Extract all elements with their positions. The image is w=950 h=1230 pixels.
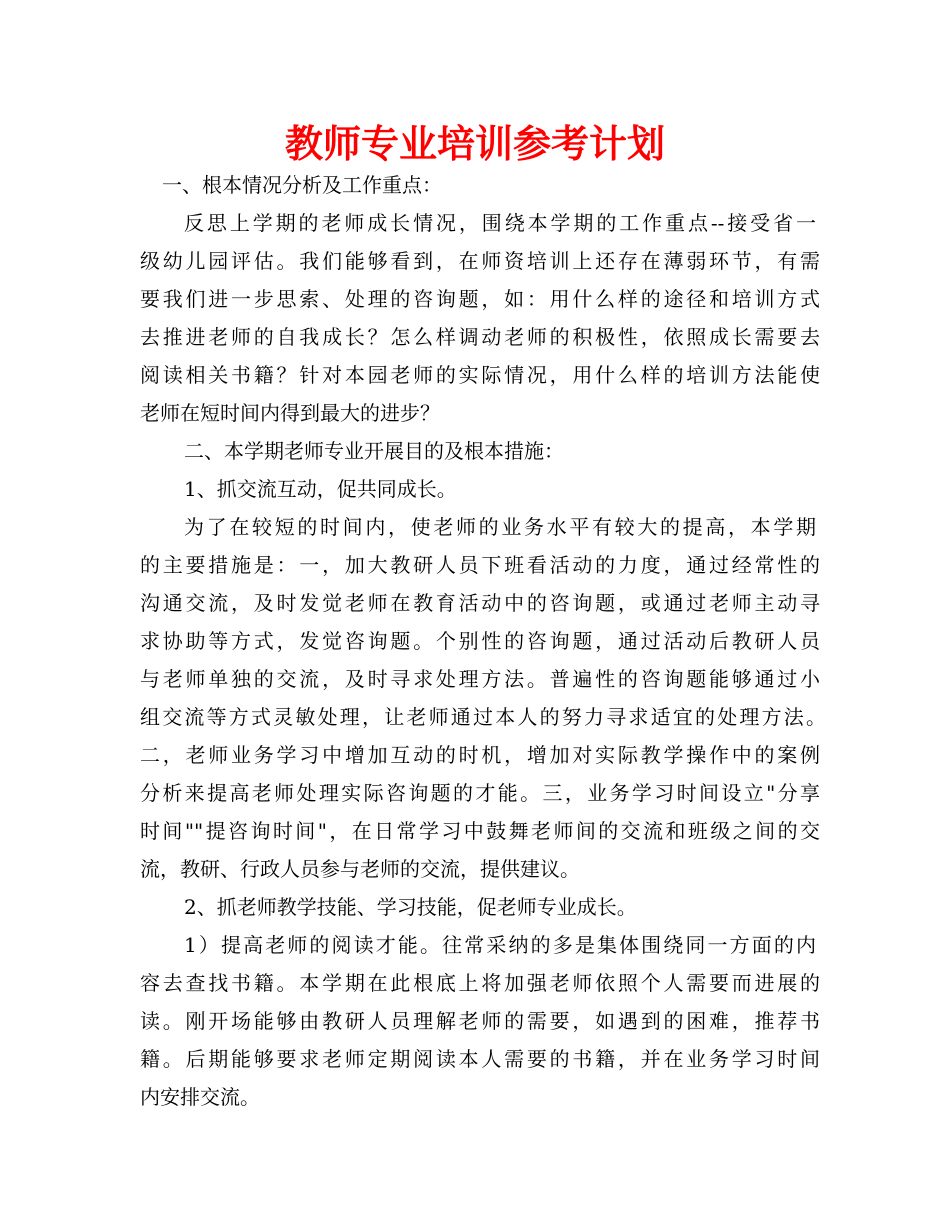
section-heading-2: 二、本学期老师专业开展目的及根本措施：: [184, 439, 564, 463]
paragraph-line: 反思上学期的老师成长情况，围绕本学期的工作重点--接受省一: [184, 211, 816, 235]
paragraph-line: 分析来提高老师处理实际咨询题的才能。三，业务学习时间设立"分享: [140, 781, 820, 805]
paragraph-line: 阅读相关书籍？针对本园老师的实际情况，用什么样的培训方法能使: [140, 363, 820, 387]
paragraph-line: 为了在较短的时间内，使老师的业务水平有较大的提高，本学期: [184, 515, 816, 539]
paragraph-line: 内安排交流。: [140, 1085, 260, 1109]
subsection-heading-1: 1、抓交流互动，促共同成长。: [184, 477, 457, 501]
paragraph-line: 沟通交流，及时发觉老师在教育活动中的咨询题，或通过老师主动寻: [140, 591, 820, 615]
paragraph-line: 籍。后期能够要求老师定期阅读本人需要的书籍，并在业务学习时间: [140, 1047, 820, 1071]
document-title: 教师专业培训参考计划: [284, 122, 665, 166]
paragraph-line: 1）提高老师的阅读才能。往常采纳的多是集体围绕同一方面的内: [184, 933, 816, 957]
paragraph-line: 要我们进一步思索、处理的咨询题，如：用什么样的途径和培训方式: [140, 287, 820, 311]
paragraph-line: 老师在短时间内得到最大的进步？: [140, 401, 440, 425]
paragraph-line: 的主要措施是：一，加大教研人员下班看活动的力度，通过经常性的: [140, 553, 820, 577]
paragraph-line: 时间""提咨询时间"，在日常学习中鼓舞老师间的交流和班级之间的交: [140, 819, 820, 843]
paragraph-line: 与老师单独的交流，及时寻求处理方法。普遍性的咨询题能够通过小: [140, 667, 820, 691]
paragraph-line: 组交流等方式灵敏处理，让老师通过本人的努力寻求适宜的处理方法。: [140, 705, 826, 729]
paragraph-line: 容去查找书籍。本学期在此根底上将加强老师依照个人需要而进展的: [140, 971, 820, 995]
paragraph-line: 去推进老师的自我成长？怎么样调动老师的积极性，依照成长需要去: [140, 325, 820, 349]
paragraph-line: 求协助等方式，发觉咨询题。个别性的咨询题，通过活动后教研人员: [140, 629, 820, 653]
subsection-heading-2: 2、抓老师教学技能、学习技能，促老师专业成长。: [184, 895, 637, 919]
paragraph-line: 流，教研、行政人员参与老师的交流，提供建议。: [140, 857, 580, 881]
paragraph-line: 二，老师业务学习中增加互动的时机，增加对实际教学操作中的案例: [140, 743, 820, 767]
paragraph-line: 读。刚开场能够由教研人员理解老师的需要，如遇到的困难，推荐书: [140, 1009, 820, 1033]
section-heading-1: 一、根本情况分析及工作重点：: [162, 173, 442, 197]
paragraph-line: 级幼儿园评估。我们能够看到，在师资培训上还存在薄弱环节，有需: [140, 249, 820, 273]
